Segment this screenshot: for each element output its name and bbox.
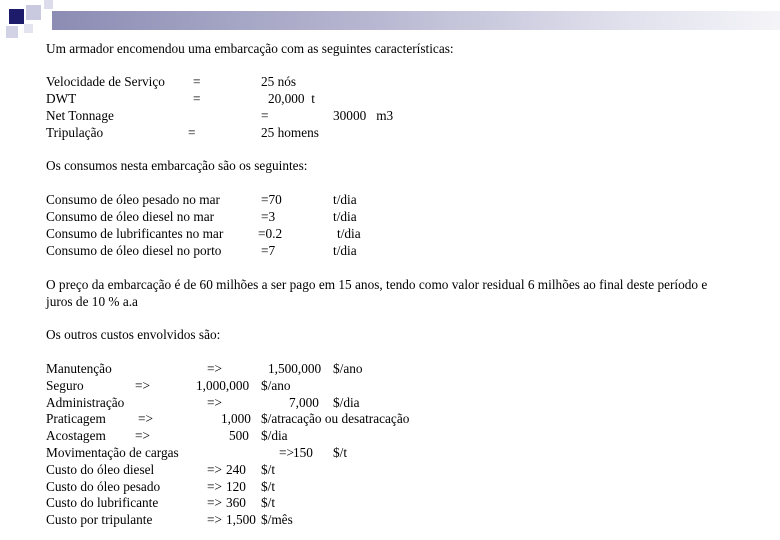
cost-label: Acostagem [46, 428, 106, 443]
cost-label: Seguro [46, 378, 84, 393]
cost-unit: $/ano [333, 361, 363, 376]
spec-label: Net Tonnage [46, 108, 114, 123]
cost-arrow: => [135, 378, 150, 393]
consumption-label: Consumo de óleo pesado no mar [46, 192, 220, 207]
consumption-value: =3 [261, 209, 276, 224]
spec-label: Tripulação [46, 125, 104, 140]
cost-unit: $/atracação ou desatracação [261, 411, 410, 426]
spec-label: Velocidade de Serviço [46, 74, 165, 89]
cost-arrow: => [207, 479, 222, 494]
cost-arrow: => [207, 361, 222, 376]
spec-sep: = [193, 74, 201, 89]
consumption-value: =0.2 [258, 226, 283, 241]
spec-value: 25 homens [261, 125, 319, 140]
cost-unit: $/dia [261, 428, 288, 443]
cost-arrow: => [207, 495, 222, 510]
cost-value: 1,000,000 [196, 378, 250, 393]
price-text: O preço da embarcação é de 60 milhões a ser pago em 15 anos, tendo como valor residual 6 milhões ao final deste período e juros de 10 % a.a [46, 277, 708, 309]
spec-label: DWT [46, 91, 77, 106]
consumption-title: Os consumos nesta embarcação são os seguintes: [46, 158, 308, 173]
costs-title: Os outros custos envolvidos são: [46, 327, 221, 342]
spec-value: 30000 m3 [333, 108, 394, 123]
cost-label: Manutenção [46, 361, 112, 376]
intro-text: Um armador encomendou uma embarcação com as seguintes características: [46, 41, 454, 56]
cost-unit: $/t [333, 445, 348, 460]
cost-unit: $/mês [261, 512, 293, 527]
consumption-unit: t/dia [333, 243, 357, 258]
spec-sep: = [261, 108, 269, 123]
spec-sep: = [188, 125, 196, 140]
cost-value: 360 [226, 495, 246, 510]
spec-value: 20,000 t [268, 91, 315, 106]
consumption-label: Consumo de óleo diesel no mar [46, 209, 215, 224]
cost-value: 1,500 [226, 512, 256, 527]
consumption-unit: t/dia [337, 226, 361, 241]
cost-value: 120 [226, 479, 246, 494]
consumption-unit: t/dia [333, 192, 357, 207]
cost-unit: $/ano [261, 378, 291, 393]
spec-value: 25 nós [261, 74, 297, 89]
consumption-label: Consumo de óleo diesel no porto [46, 243, 222, 258]
consumption-label: Consumo de lubrificantes no mar [46, 226, 224, 241]
cost-label: Administração [46, 395, 125, 410]
cost-arrow: => [279, 445, 294, 460]
cost-label: Custo do óleo diesel [46, 462, 155, 477]
consumption-value: =7 [261, 243, 276, 258]
spec-sep: = [193, 91, 201, 106]
cost-value: 500 [229, 428, 249, 443]
consumption-value: =70 [261, 192, 282, 207]
cost-arrow: => [207, 512, 222, 527]
cost-value: 7,000 [289, 395, 319, 410]
consumption-unit: t/dia [333, 209, 357, 224]
cost-unit: $/t [261, 479, 276, 494]
cost-arrow: => [207, 395, 222, 410]
cost-unit: $/dia [333, 395, 360, 410]
cost-label: Custo do óleo pesado [46, 479, 161, 494]
cost-label: Custo por tripulante [46, 512, 153, 527]
cost-arrow: => [135, 428, 150, 443]
cost-label: Movimentação de cargas [46, 445, 179, 460]
cost-value: 1,000 [221, 411, 251, 426]
cost-arrow: => [207, 462, 222, 477]
cost-value: 240 [226, 462, 246, 477]
cost-arrow: => [138, 411, 153, 426]
cost-unit: $/t [261, 495, 276, 510]
cost-label: Custo do lubrificante [46, 495, 159, 510]
cost-value: 150 [293, 445, 313, 460]
cost-unit: $/t [261, 462, 276, 477]
cost-value: 1,500,000 [268, 361, 322, 376]
cost-label: Praticagem [46, 411, 106, 426]
